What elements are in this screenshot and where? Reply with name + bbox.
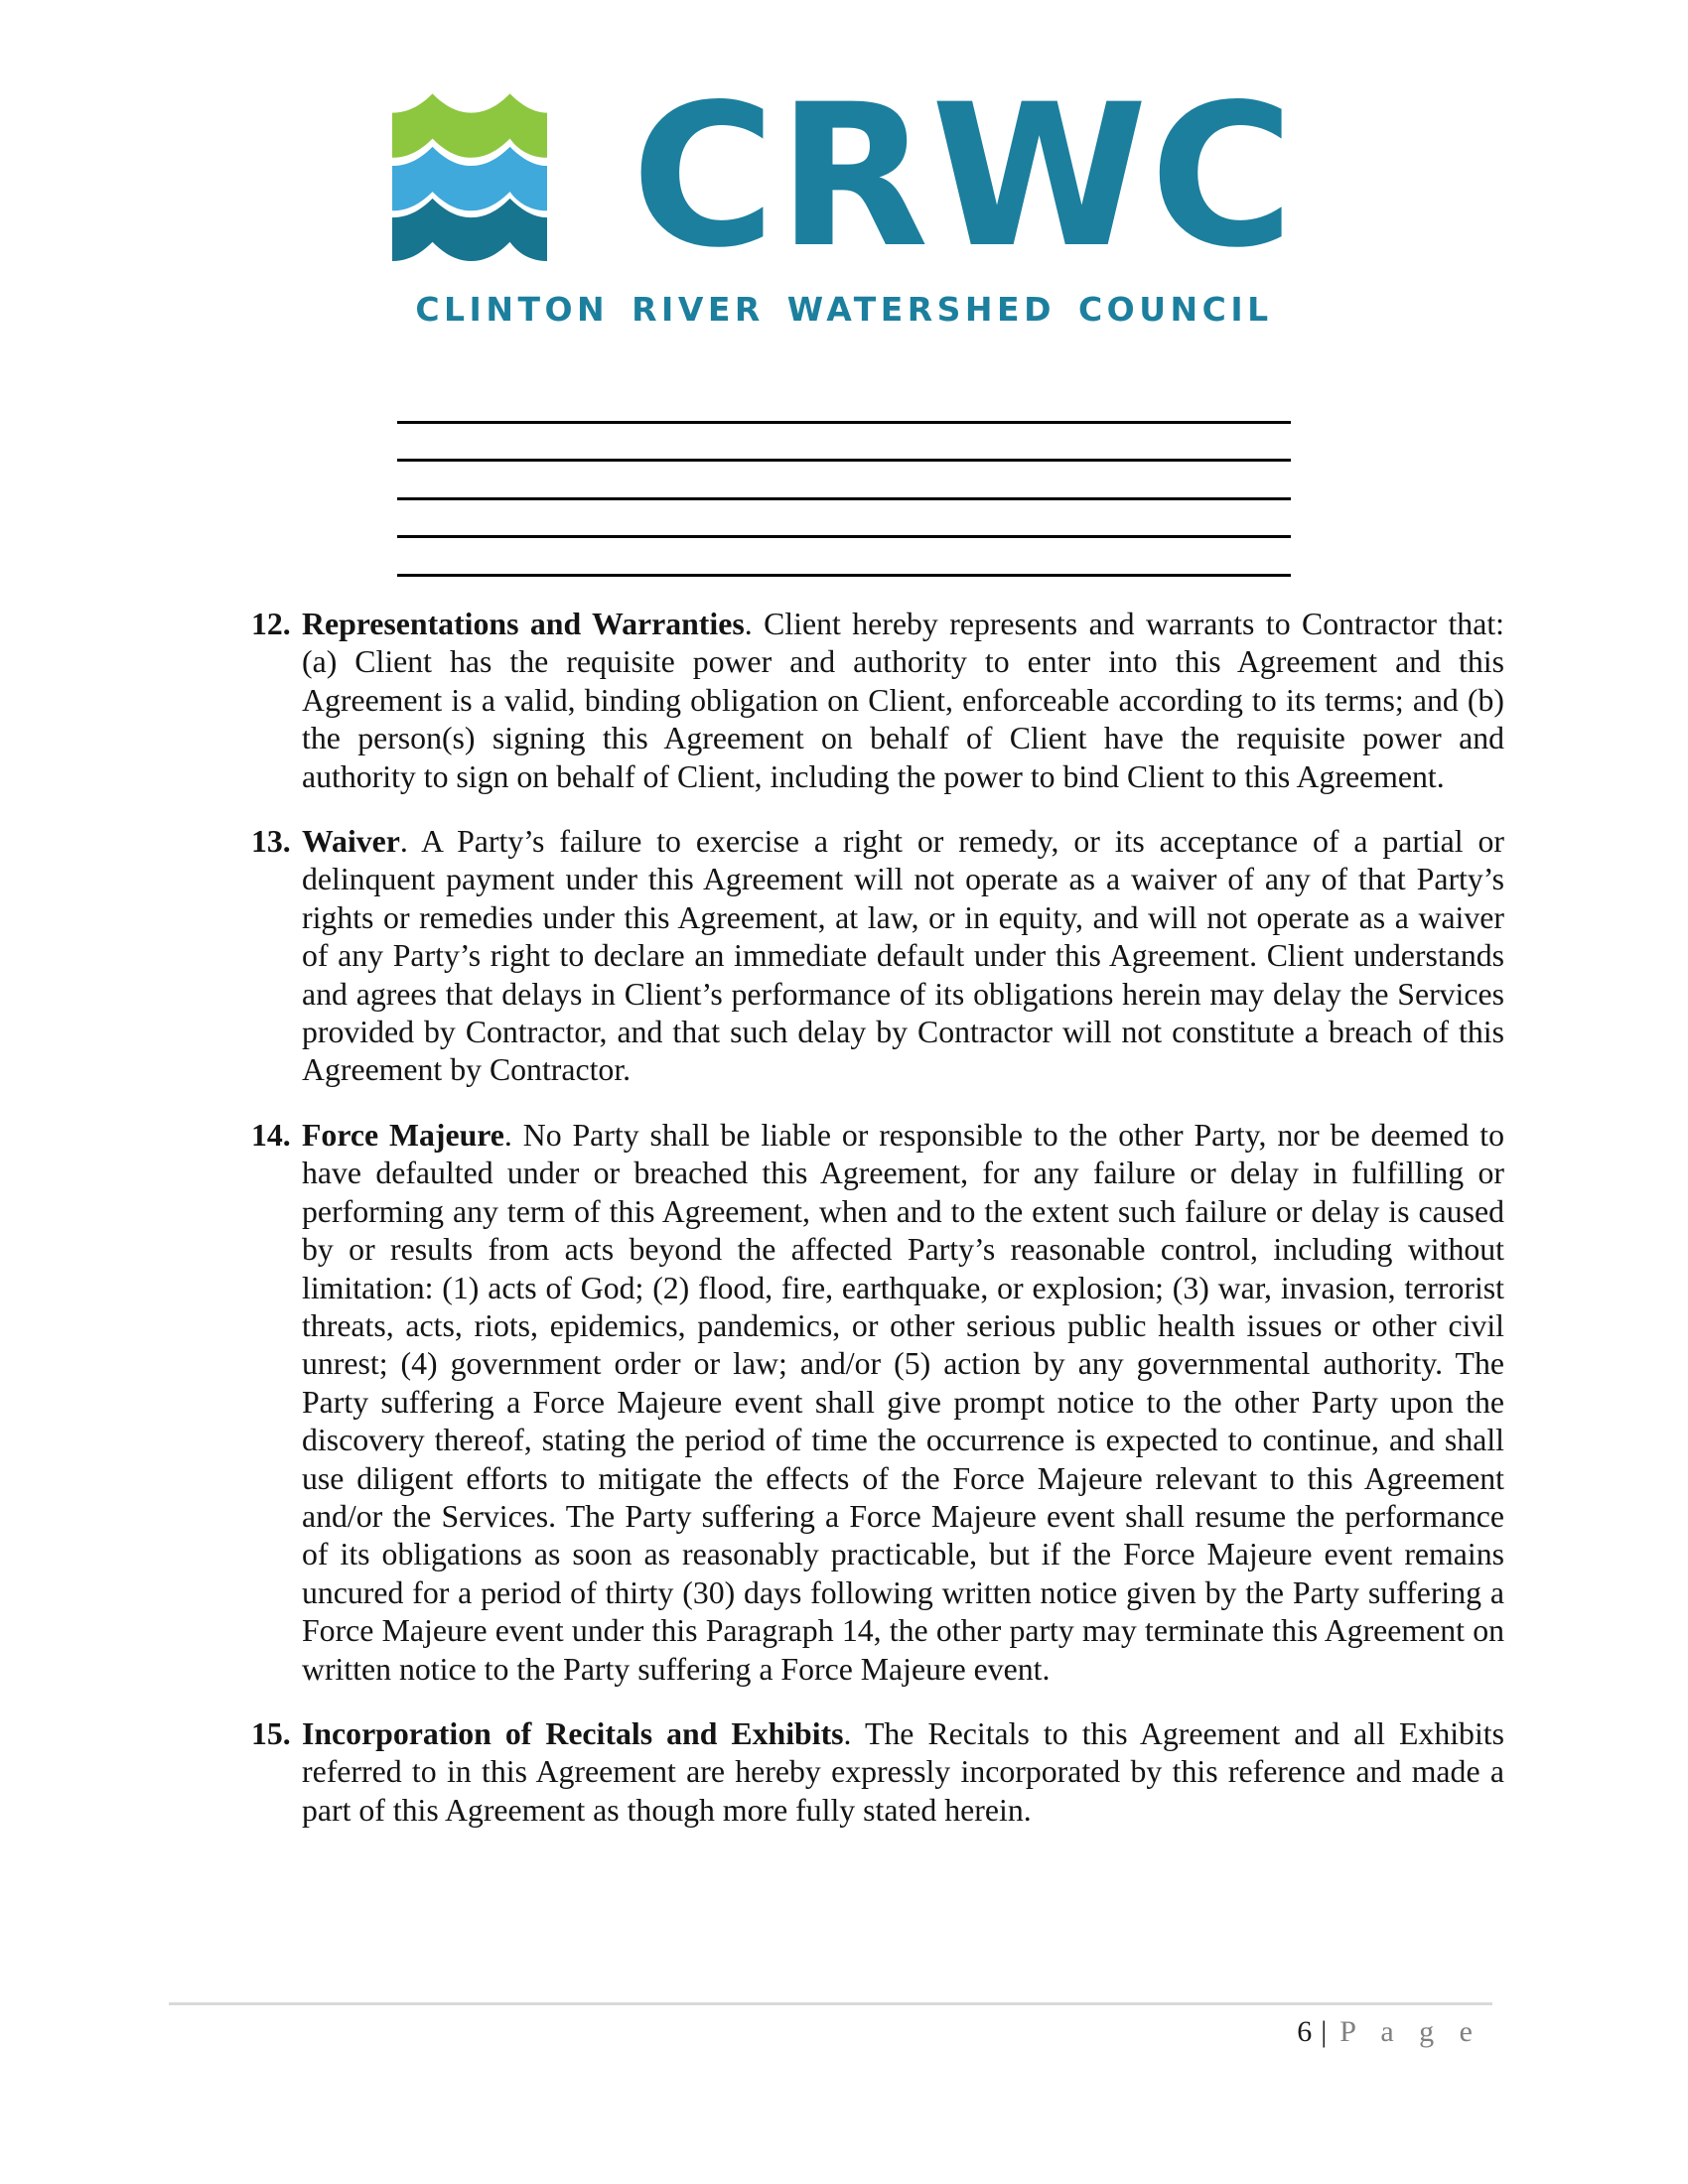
logo-row (0, 62, 1688, 291)
wave-band-green (392, 93, 547, 157)
signature-line (397, 421, 1291, 424)
page-number: 6 (1297, 2015, 1313, 2048)
logo-tagline: CLINTON RIVER WATERSHED COUNCIL (415, 290, 1273, 329)
page-footer (0, 2014, 1481, 2050)
footer-rule (169, 2002, 1492, 2005)
section-number: 14. (251, 1117, 291, 1153)
section-title: Representations and Warranties (302, 607, 745, 641)
section-title: Force Majeure (302, 1117, 504, 1153)
section-number: 12. (251, 607, 291, 641)
agreement-section (251, 823, 1504, 1090)
agreement-sections (251, 606, 1504, 1830)
section-number: 15. (251, 1715, 291, 1751)
agreement-section (251, 1715, 1504, 1830)
logo-wordmark: CRWC (631, 62, 1297, 291)
section-body-text: . The Recitals to this Agreement and all Exhibits referred to in this Agreement are hereby expressly incorporated by this reference and made a part of this Agreement as though more fully stated herein. (302, 1715, 1505, 1828)
signature-lines (397, 421, 1291, 612)
section-number: 13. (251, 824, 291, 860)
agreement-section (251, 1117, 1504, 1689)
signature-line (397, 459, 1291, 462)
signature-line (397, 535, 1291, 538)
wave-icon (392, 92, 547, 261)
section-title: Incorporation of Recitals and Exhibits (302, 1715, 844, 1751)
section-body-text: . A Party’s failure to exercise a right or remedy, or its acceptance of a partial or delinquent payment under this Agreement will not operate as a waiver of any of that Party’s rights or remedies under this Agreement, at law, or in equity, and will not operate as a waiver of any Party’s right to declare an immediate default under this Agreement. Client understands and agrees that delays in Client’s performance of its obligations herein may delay the Services provided by Contractor, and that such delay by Contractor will not constitute a breach of this Agreement by Contractor. (302, 824, 1504, 1088)
signature-line (397, 497, 1291, 500)
signature-line (397, 574, 1291, 577)
section-body-text: . Client hereby represents and warrants to Contractor that: (a) Client has the requisite power and authority to enter into this Agreement and this Agreement is a valid, binding obligation on Client, enforceable according to its terms; and (b) the person(s) signing this Agreement on behalf of Client have the requisite power and authority to sign on behalf of Client, including the power to bind Client to this Agreement. (302, 607, 1504, 794)
footer-separator: | (1321, 2015, 1328, 2048)
section-body-text: . No Party shall be liable or responsible to the other Party, nor be deemed to have defaulted under or breached this Agreement, for any failure or delay in fulfilling or performing any term of this Agreement, when and to the extent such failure or delay is caused by or results from acts beyond the affected Party’s reasonable control, including without limitation: (1) acts of God; (2) flood, fire, earthquake, or explosion; (3) war, invasion, terrorist threats, acts, riots, epidemics, pandemics, or other serious public health issues or other civil unrest; (4) government order or law; and/or (5) action by any governmental authority. The Party suffering a Force Majeure event shall give prompt notice to the other Party upon the discovery thereof, stating the period of time the occurrence is expected to continue, and shall use diligent efforts to mitigate the effects of the Force Majeure relevant to this Agreement and/or the Services. The Party suffering a Force Majeure event shall resume the performance of its obligations as soon as reasonably practicable, but if the Force Majeure event remains uncured for a period of thirty (30) days following written notice given by the Party suffering a Force Majeure event under this Paragraph 14, the other party may terminate this Agreement on written notice to the Party suffering a Force Majeure event. (302, 1117, 1504, 1687)
section-title: Waiver (302, 824, 400, 860)
page-label: P a g e (1339, 2015, 1481, 2048)
agreement-section (251, 606, 1504, 796)
